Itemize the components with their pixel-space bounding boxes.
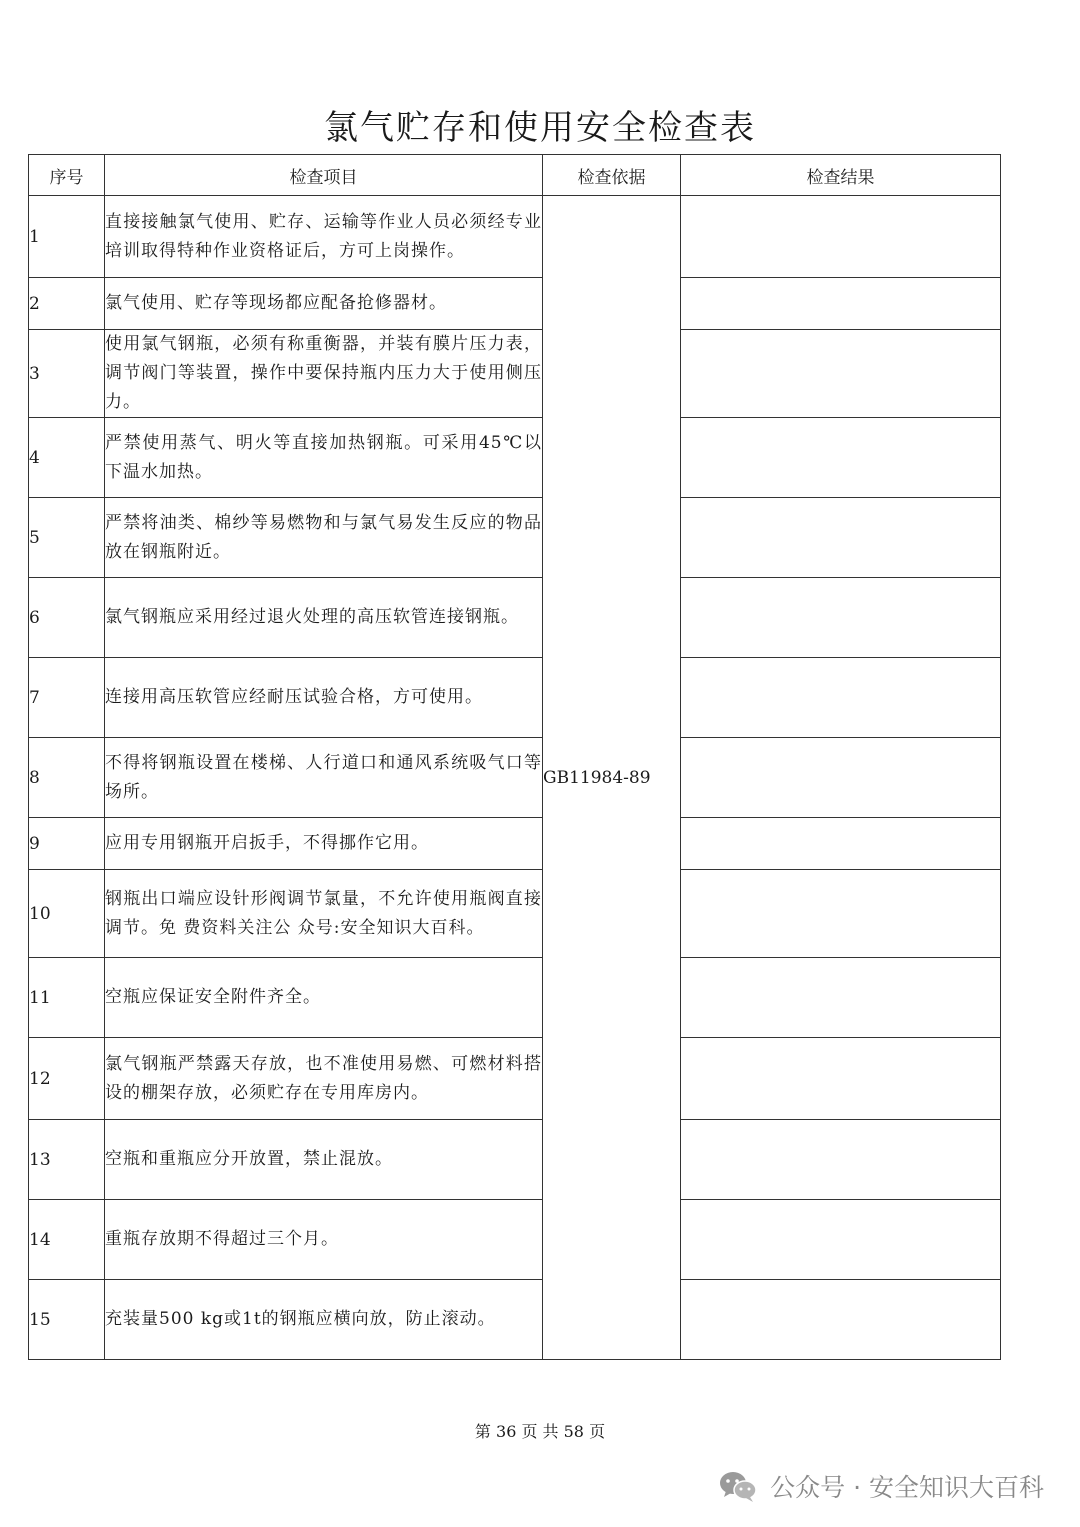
table-row <box>29 330 1001 418</box>
row-item: 连接用高压软管应经耐压试验合格，方可使用。 <box>105 658 543 738</box>
row-index: 4 <box>29 418 105 498</box>
row-item: 空瓶和重瓶应分开放置，禁止混放。 <box>105 1120 543 1200</box>
row-result <box>681 818 1001 870</box>
wechat-icon <box>718 1469 758 1503</box>
row-item: 充装量500 kg或1t的钢瓶应横向放，防止滚动。 <box>105 1280 543 1360</box>
table-row <box>29 818 1001 870</box>
row-item: 严禁将油类、棉纱等易燃物和与氯气易发生反应的物品放在钢瓶附近。 <box>105 498 543 578</box>
header-item: 检查项目 <box>105 155 543 196</box>
row-item: 钢瓶出口端应设针形阀调节氯量，不允许使用瓶阀直接调节。免 费资料关注公 众号:安全知识大百科。 <box>105 870 543 958</box>
row-result <box>681 1120 1001 1200</box>
row-result <box>681 330 1001 418</box>
row-item: 重瓶存放期不得超过三个月。 <box>105 1200 543 1280</box>
row-item: 氯气钢瓶严禁露天存放，也不准使用易燃、可燃材料搭设的棚架存放，必须贮存在专用库房内。 <box>105 1038 543 1120</box>
table-header-row <box>29 155 1001 196</box>
table-body <box>29 196 1001 1360</box>
row-index: 14 <box>29 1200 105 1280</box>
row-index: 3 <box>29 330 105 418</box>
table-row <box>29 870 1001 958</box>
table-row <box>29 1200 1001 1280</box>
header-result: 检查结果 <box>681 155 1001 196</box>
watermark <box>718 1466 1044 1506</box>
row-index: 1 <box>29 196 105 278</box>
row-index: 12 <box>29 1038 105 1120</box>
row-item: 空瓶应保证安全附件齐全。 <box>105 958 543 1038</box>
page-footer: 第 36 页 共 58 页 <box>474 1422 606 1441</box>
row-item: 氯气使用、贮存等现场都应配备抢修器材。 <box>105 278 543 330</box>
row-result <box>681 1200 1001 1280</box>
header-index: 序号 <box>29 155 105 196</box>
table-row <box>29 196 1001 278</box>
row-index: 11 <box>29 958 105 1038</box>
row-index: 9 <box>29 818 105 870</box>
row-item: 不得将钢瓶设置在楼梯、人行道口和通风系统吸气口等场所。 <box>105 738 543 818</box>
row-index: 2 <box>29 278 105 330</box>
row-item: 直接接触氯气使用、贮存、运输等作业人员必须经专业培训取得特种作业资格证后，方可上岗操作。 <box>105 196 543 278</box>
row-index: 10 <box>29 870 105 958</box>
table-row <box>29 738 1001 818</box>
watermark-text: 公众号 · 安全知识大百科 <box>770 1473 1044 1502</box>
row-index: 5 <box>29 498 105 578</box>
checklist-table <box>28 154 1001 1360</box>
row-result <box>681 738 1001 818</box>
table-row <box>29 1120 1001 1200</box>
row-item: 氯气钢瓶应采用经过退火处理的高压软管连接钢瓶。 <box>105 578 543 658</box>
table-row <box>29 278 1001 330</box>
row-result <box>681 498 1001 578</box>
row-result <box>681 958 1001 1038</box>
row-item: 应用专用钢瓶开启扳手，不得挪作它用。 <box>105 818 543 870</box>
row-result <box>681 870 1001 958</box>
header-basis: 检查依据 <box>543 155 681 196</box>
table-row <box>29 1038 1001 1120</box>
row-item: 严禁使用蒸气、明火等直接加热钢瓶。可采用45℃以下温水加热。 <box>105 418 543 498</box>
row-index: 6 <box>29 578 105 658</box>
table-row <box>29 958 1001 1038</box>
row-result <box>681 196 1001 278</box>
basis-cell: GB11984-89 <box>543 196 681 1360</box>
row-index: 7 <box>29 658 105 738</box>
row-result <box>681 1280 1001 1360</box>
row-result <box>681 278 1001 330</box>
table-row <box>29 658 1001 738</box>
row-index: 13 <box>29 1120 105 1200</box>
row-result <box>681 578 1001 658</box>
table-row <box>29 578 1001 658</box>
row-result <box>681 1038 1001 1120</box>
row-result <box>681 658 1001 738</box>
row-index: 8 <box>29 738 105 818</box>
table-row <box>29 498 1001 578</box>
row-index: 15 <box>29 1280 105 1360</box>
table-row <box>29 418 1001 498</box>
page-title: 氯气贮存和使用安全检查表 <box>324 108 756 148</box>
table-row <box>29 1280 1001 1360</box>
row-result <box>681 418 1001 498</box>
row-item: 使用氯气钢瓶，必须有称重衡器，并装有膜片压力表，调节阀门等装置，操作中要保持瓶内压力大于使用侧压力。 <box>105 330 543 418</box>
